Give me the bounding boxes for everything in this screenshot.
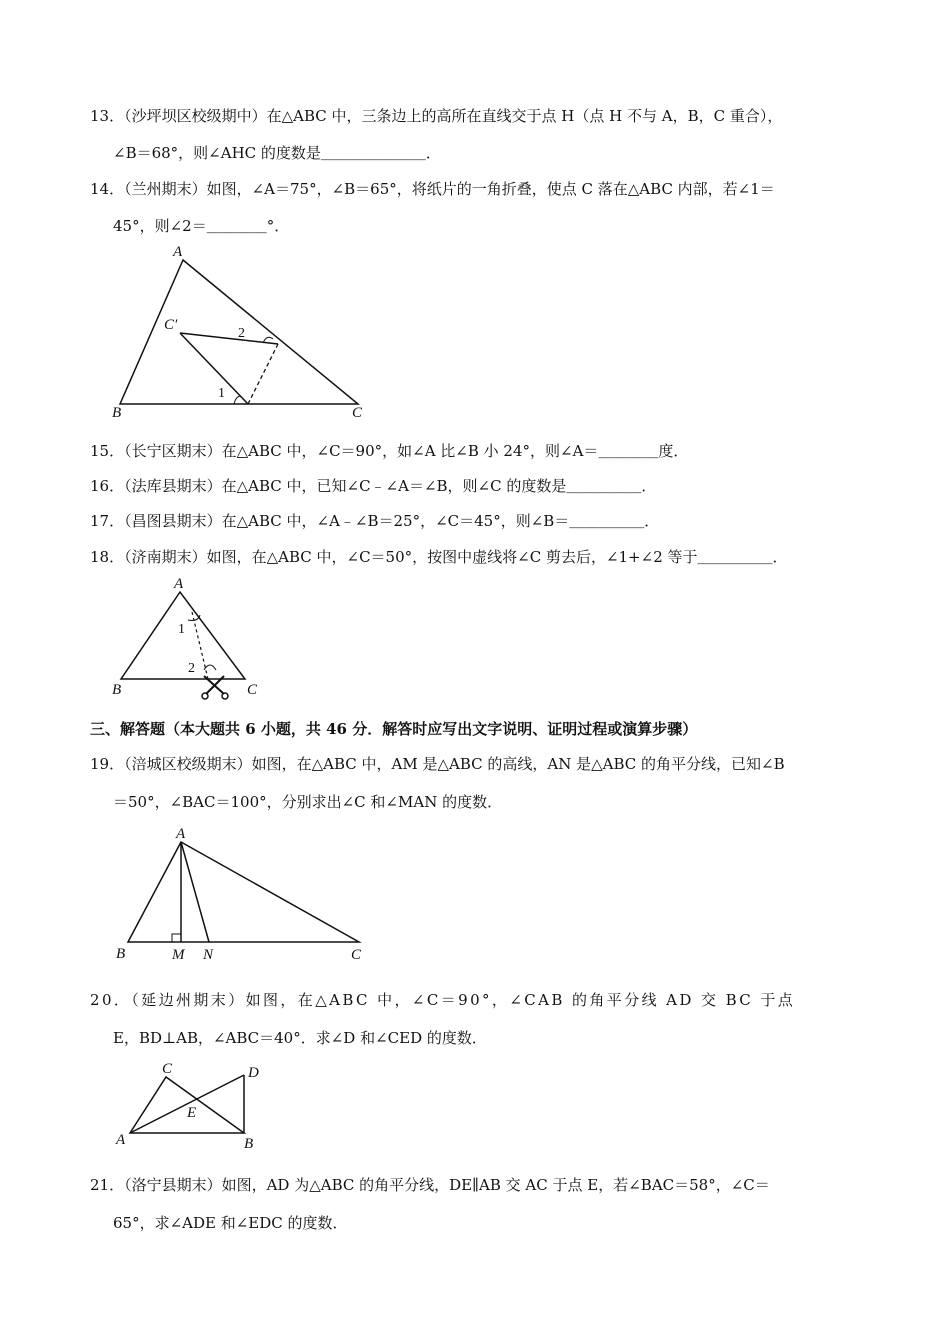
right-angle-mark [172,934,181,942]
fold-crease [248,344,278,404]
label-angle-1: 1 [178,622,185,637]
section-3-heading: 三、解答题（本大题共 6 小题，共 46 分．解答时应写出文字说明、证明过程或演算步骤） [90,720,698,738]
q18-figure [108,572,268,697]
q19-line1: 19．（涪城区校级期末）如图，在△ABC 中，AM 是△ABC 的高线，AN 是△ABC 的角平分线，已知∠B [90,755,785,773]
q14-line2: 45°，则∠2＝＿＿＿＿°． [113,217,290,235]
q20-line1: 20．（延边州期末）如图，在△ABC 中，∠C＝90°，∠CAB 的角平分线 AD 交 BC 于点 [90,991,796,1009]
label-m: M [172,947,185,963]
fold-edge-lower [180,333,248,404]
cut-triangle-diagram [108,572,268,697]
altitude-bisector-diagram [112,822,377,967]
label-c: C [351,947,362,963]
label-c: C [352,405,363,421]
label-angle-2: 2 [238,326,245,341]
label-a: A [173,244,183,260]
label-c: C [162,1061,173,1077]
q21-line1: 21．（洛宁县期末）如图，AD 为△ABC 的角平分线，DE∥AB 交 AC 于点 E，若∠BAC＝58°，∠C＝ [90,1176,770,1194]
label-angle-2: 2 [188,661,195,676]
q14-line1: 14．（兰州期末）如图，∠A＝75°，∠B＝65°，将纸片的一角折叠，使点 C 落在△ABC 内部，若∠1＝ [90,180,775,198]
q13-line2: ∠B＝68°，则∠AHC 的度数是＿＿＿＿＿＿＿． [113,144,441,162]
q15-line1: 15．（长宁区期末）在△ABC 中，∠C＝90°，如∠A 比∠B 小 24°，则∠A＝＿＿＿＿度． [90,442,689,460]
q18-line1: 18．（济南期末）如图，在△ABC 中，∠C＝50°，按图中虚线将∠C 剪去后，∠1+∠2 等于＿＿＿＿＿． [90,548,788,566]
label-d: D [248,1065,259,1081]
label-n: N [203,947,214,963]
label-a: A [176,826,186,842]
q13-line1: 13．（沙坪坝区校级期中）在△ABC 中，三条边上的高所在直线交于点 H（点 H 不与 A，B，C 重合）， [90,107,783,125]
q16-line1: 16．（法库县期末）在△ABC 中，已知∠C﹣∠A＝∠B，则∠C 的度数是＿＿＿＿＿． [90,477,657,495]
angle-bisector-perpendicular-diagram [112,1055,272,1150]
label-a: A [116,1132,126,1148]
q14-figure [100,240,380,425]
fold-triangle-diagram [100,240,380,425]
q17-line1: 17．（昌图县期末）在△ABC 中，∠A﹣∠B＝25°，∠C＝45°，则∠B＝＿＿＿＿＿． [90,512,660,530]
q19-line2: ＝50°，∠BAC＝100°，分别求出∠C 和∠MAN 的度数． [113,793,503,811]
label-b: B [244,1136,254,1152]
label-b: B [112,405,122,421]
q19-figure [112,822,377,967]
q20-line2: E，BD⊥AB，∠ABC＝40°．求∠D 和∠CED 的度数． [113,1029,487,1047]
label-b: B [112,682,122,698]
line-ad [130,1075,244,1133]
label-a: A [174,576,184,592]
q20-figure [112,1055,272,1150]
angle-2-arc [204,665,216,670]
label-e: E [187,1105,197,1121]
label-c-prime: C′ [164,317,178,333]
q21-line2: 65°，求∠ADE 和∠EDC 的度数． [113,1214,348,1232]
label-c: C [247,682,258,698]
angle-1-arc [234,396,241,404]
triangle-abc [128,842,359,942]
label-b: B [116,946,126,962]
label-angle-1: 1 [218,386,225,401]
bisector-an [181,842,209,942]
